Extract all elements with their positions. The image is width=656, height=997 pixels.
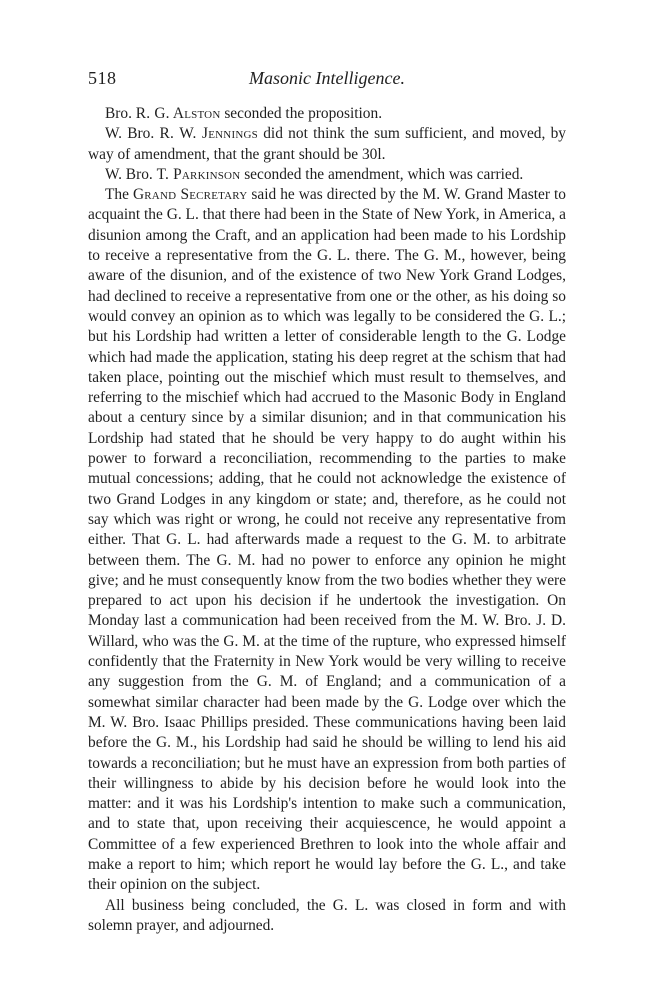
body-text <box>88 104 566 936</box>
paragraph-jennings-amendment <box>88 124 566 165</box>
paragraph-text-after: seconded the amendment, which was carried. <box>240 165 524 183</box>
page-number: 518 <box>88 68 117 88</box>
running-head <box>88 68 566 94</box>
paragraph-text-before: W. Bro. <box>105 165 157 183</box>
person-name: R. G. Alston <box>135 105 221 122</box>
journal-title: Masonic Intelligence. <box>249 68 405 88</box>
person-name: Grand Secretary <box>132 186 248 204</box>
paragraph-grand-secretary <box>88 185 566 895</box>
paragraph-parkinson-seconded <box>88 165 566 185</box>
paragraph-text-before: The <box>105 186 133 204</box>
person-name: T. Parkinson <box>156 165 241 183</box>
person-name: R. W. Jennings <box>159 125 258 143</box>
paragraph-closing <box>88 896 566 937</box>
paragraph-alston-seconded <box>88 104 566 124</box>
paragraph-text-before: Bro. <box>105 105 136 122</box>
document-page <box>88 68 566 936</box>
paragraph-text-before: W. Bro. <box>105 125 160 143</box>
paragraph-text-after: said he was directed by the M. W. Grand Master to acquaint the G. L. that there had been in the State of New York, in America, a disunion among the Craft, and an application had been made to his Lordship to receive a representative from the G. L. there. The G. M., however, being aware of the disunion, and of the existence of two New York Grand Lodges, had declined to receive a representative from one or the other, as his doing so would convey an opinion as to which was legally to be considered the G. L.; but his Lordship had written a letter of considerable length to the G. Lodge which had made the application, stating his deep regret at the schism that had taken place, pointing out the mischief which must result to themselves, and referring to the mischief which had accrued to the Masonic Body in England about a century since by a similar disunion; and in that communication his Lordship had stated that he should be very happy to do aught within his power to forward a reconciliation, recommending to the parties to make mutual concessions; adding, that he could not acknowledge the existence of two Grand Lodges in any kingdom or state; and, therefore, as he could not say which was right or wrong, he could not receive any representative from either. That G. L. had afterwards made a request to the G. M. to arbitrate between them. The G. M. had no power to enforce any opinion he might give; and he must consequently know from the two bodies whether they were prepared to act upon his decision if he undertook the investigation. On Monday last a communication had been received from the M. W. Bro. J. D. Willard, who was the G. M. at the time of the rupture, who expressed himself confidently that the Fraternity in New York would be very willing to receive any suggestion from the G. M. of England; and a communication of a somewhat similar character had been made by the G. Lodge over which the M. W. Bro. Isaac Phillips presided. These communications having been laid before the G. M., his Lordship had said he should be willing to lend his aid towards a reconciliation; but he must have an expression from both parties of their willingness to abide by his decision before he would look into the matter: and it was his Lordship's intention to make such a communication, and to state that, upon receiving their acquiescence, he would appoint a Committee of a few experienced Brethren to look into the whole affair and make a report to him; which report he would lay before the G. L., and take their opinion on the subject. <box>88 186 566 894</box>
paragraph-text-after: seconded the proposition. <box>220 105 383 122</box>
paragraph-text-after: did not think the sum sufficient, and moved, by way of amendment, that the grant should be 30l. <box>88 125 567 163</box>
paragraph-text-before: All business being concluded, the G. L. was closed in form and with solemn prayer, and adjourned. <box>88 896 566 934</box>
